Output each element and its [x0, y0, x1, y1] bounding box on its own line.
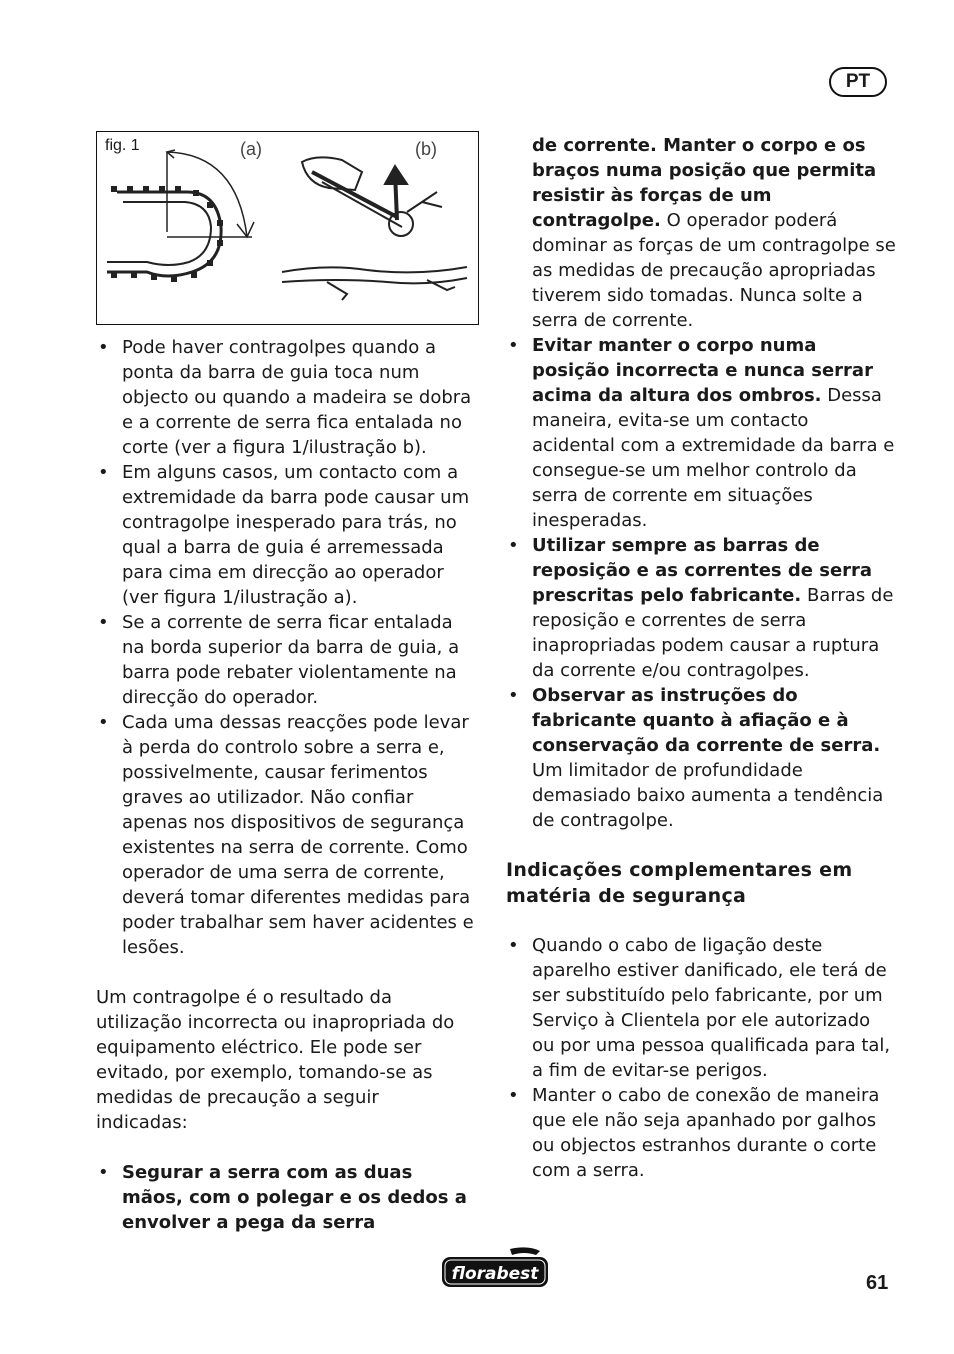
svg-text:florabest: florabest: [451, 1264, 539, 1284]
list-item: • Cada uma dessas reacções pode levar à perda do controlo sobre a serra e, possivelmente, causar ferimentos graves ao utilizador. Não confiar apenas nos dispositivos de segurança existentes na serra de corrente. Como operador de uma serra de corrente, deverá tomar diferentes medidas para poder trabalhar sem haver acidentes e lesões.: [98, 712, 474, 958]
section-heading: Indicações complementares em matéria de segurança: [506, 859, 853, 907]
figure-label-b: (b): [415, 139, 437, 159]
precaution-bullet-list: [506, 333, 896, 833]
list-item: • Observar as instruções do fabricante quanto à afiação e à conservação da corrente de serra. Um limitador de profundidade demasiado baixo aumenta a tendência de contragolpe.: [508, 685, 884, 831]
figure-kickback: [96, 131, 479, 325]
kickback-illustration: [97, 132, 480, 326]
right-column: [506, 133, 896, 1183]
florabest-logo: [440, 1245, 550, 1289]
left-column: [96, 335, 476, 1235]
list-item: • Manter o cabo de conexão de maneira que ele não seja apanhado por galhos ou objectos estranhos durante o corte com a serra.: [508, 1085, 880, 1181]
list-item: • Quando o cabo de ligação deste aparelho estiver danificado, ele terá de ser substituído pelo fabricante, por um Serviço à Clientela por ele autorizado ou por uma pessoa qualificada para tal, a fim de evitar-se perigos.: [508, 935, 891, 1081]
figure-label: fig. 1: [105, 137, 140, 154]
list-item: • Segurar a serra com as duas mãos, com o polegar e os dedos a envolver a pega da serra: [98, 1162, 467, 1233]
list-item: • Em alguns casos, um contacto com a extremidade da barra pode causar um contragolpe inesperado para trás, no qual a barra de guia é arremessada para cima em direcção ao operador (ver figura 1/ilustração a).: [98, 462, 470, 608]
list-item: • Pode haver contragolpes quando a ponta da barra de guia toca num objecto ou quando a madeira se dobra e a corrente de serra fica entalada no corte (ver a figura 1/ilustração b).: [98, 337, 472, 458]
figure-label-a: (a): [240, 139, 262, 159]
list-item: • Evitar manter o corpo numa posição incorrecta e nunca serrar acima da altura dos ombros. Dessa maneira, evita-se um contacto acidental com a extremidade da barra e consegue-se um melhor controlo da serra de corrente em situações inesperadas.: [508, 335, 895, 531]
page-number: 61: [866, 1272, 889, 1294]
list-item: • Utilizar sempre as barras de reposição e as correntes de serra prescritas pelo fabricante. Barras de reposição e correntes de serra inapropriadas podem causar a ruptura da corrente e/ou contragolpes.: [508, 535, 894, 681]
list-item: • Se a corrente de serra ficar entalada na borda superior da barra de guia, a barra pode rebater violentamente na direcção do operador.: [98, 612, 460, 708]
language-badge: PT: [829, 67, 887, 97]
kickback-bullet-list: [96, 335, 476, 960]
additional-safety-list: [506, 933, 896, 1183]
kickback-paragraph: Um contragolpe é o resultado da utilização incorrecta ou inapropriada do equipamento eléctrico. Ele pode ser evitado, por exemplo, tomando-se as medidas de precaução a seguir indicadas:: [96, 987, 455, 1133]
list-item-continued: de corrente. Manter o corpo e os braços numa posição que permita resistir às forças de um contragolpe. O operador poderá dominar as forças de um contragolpe se as medidas de precaução apropriadas tiverem sido tomadas. Nunca solte a serra de corrente.: [532, 135, 896, 331]
